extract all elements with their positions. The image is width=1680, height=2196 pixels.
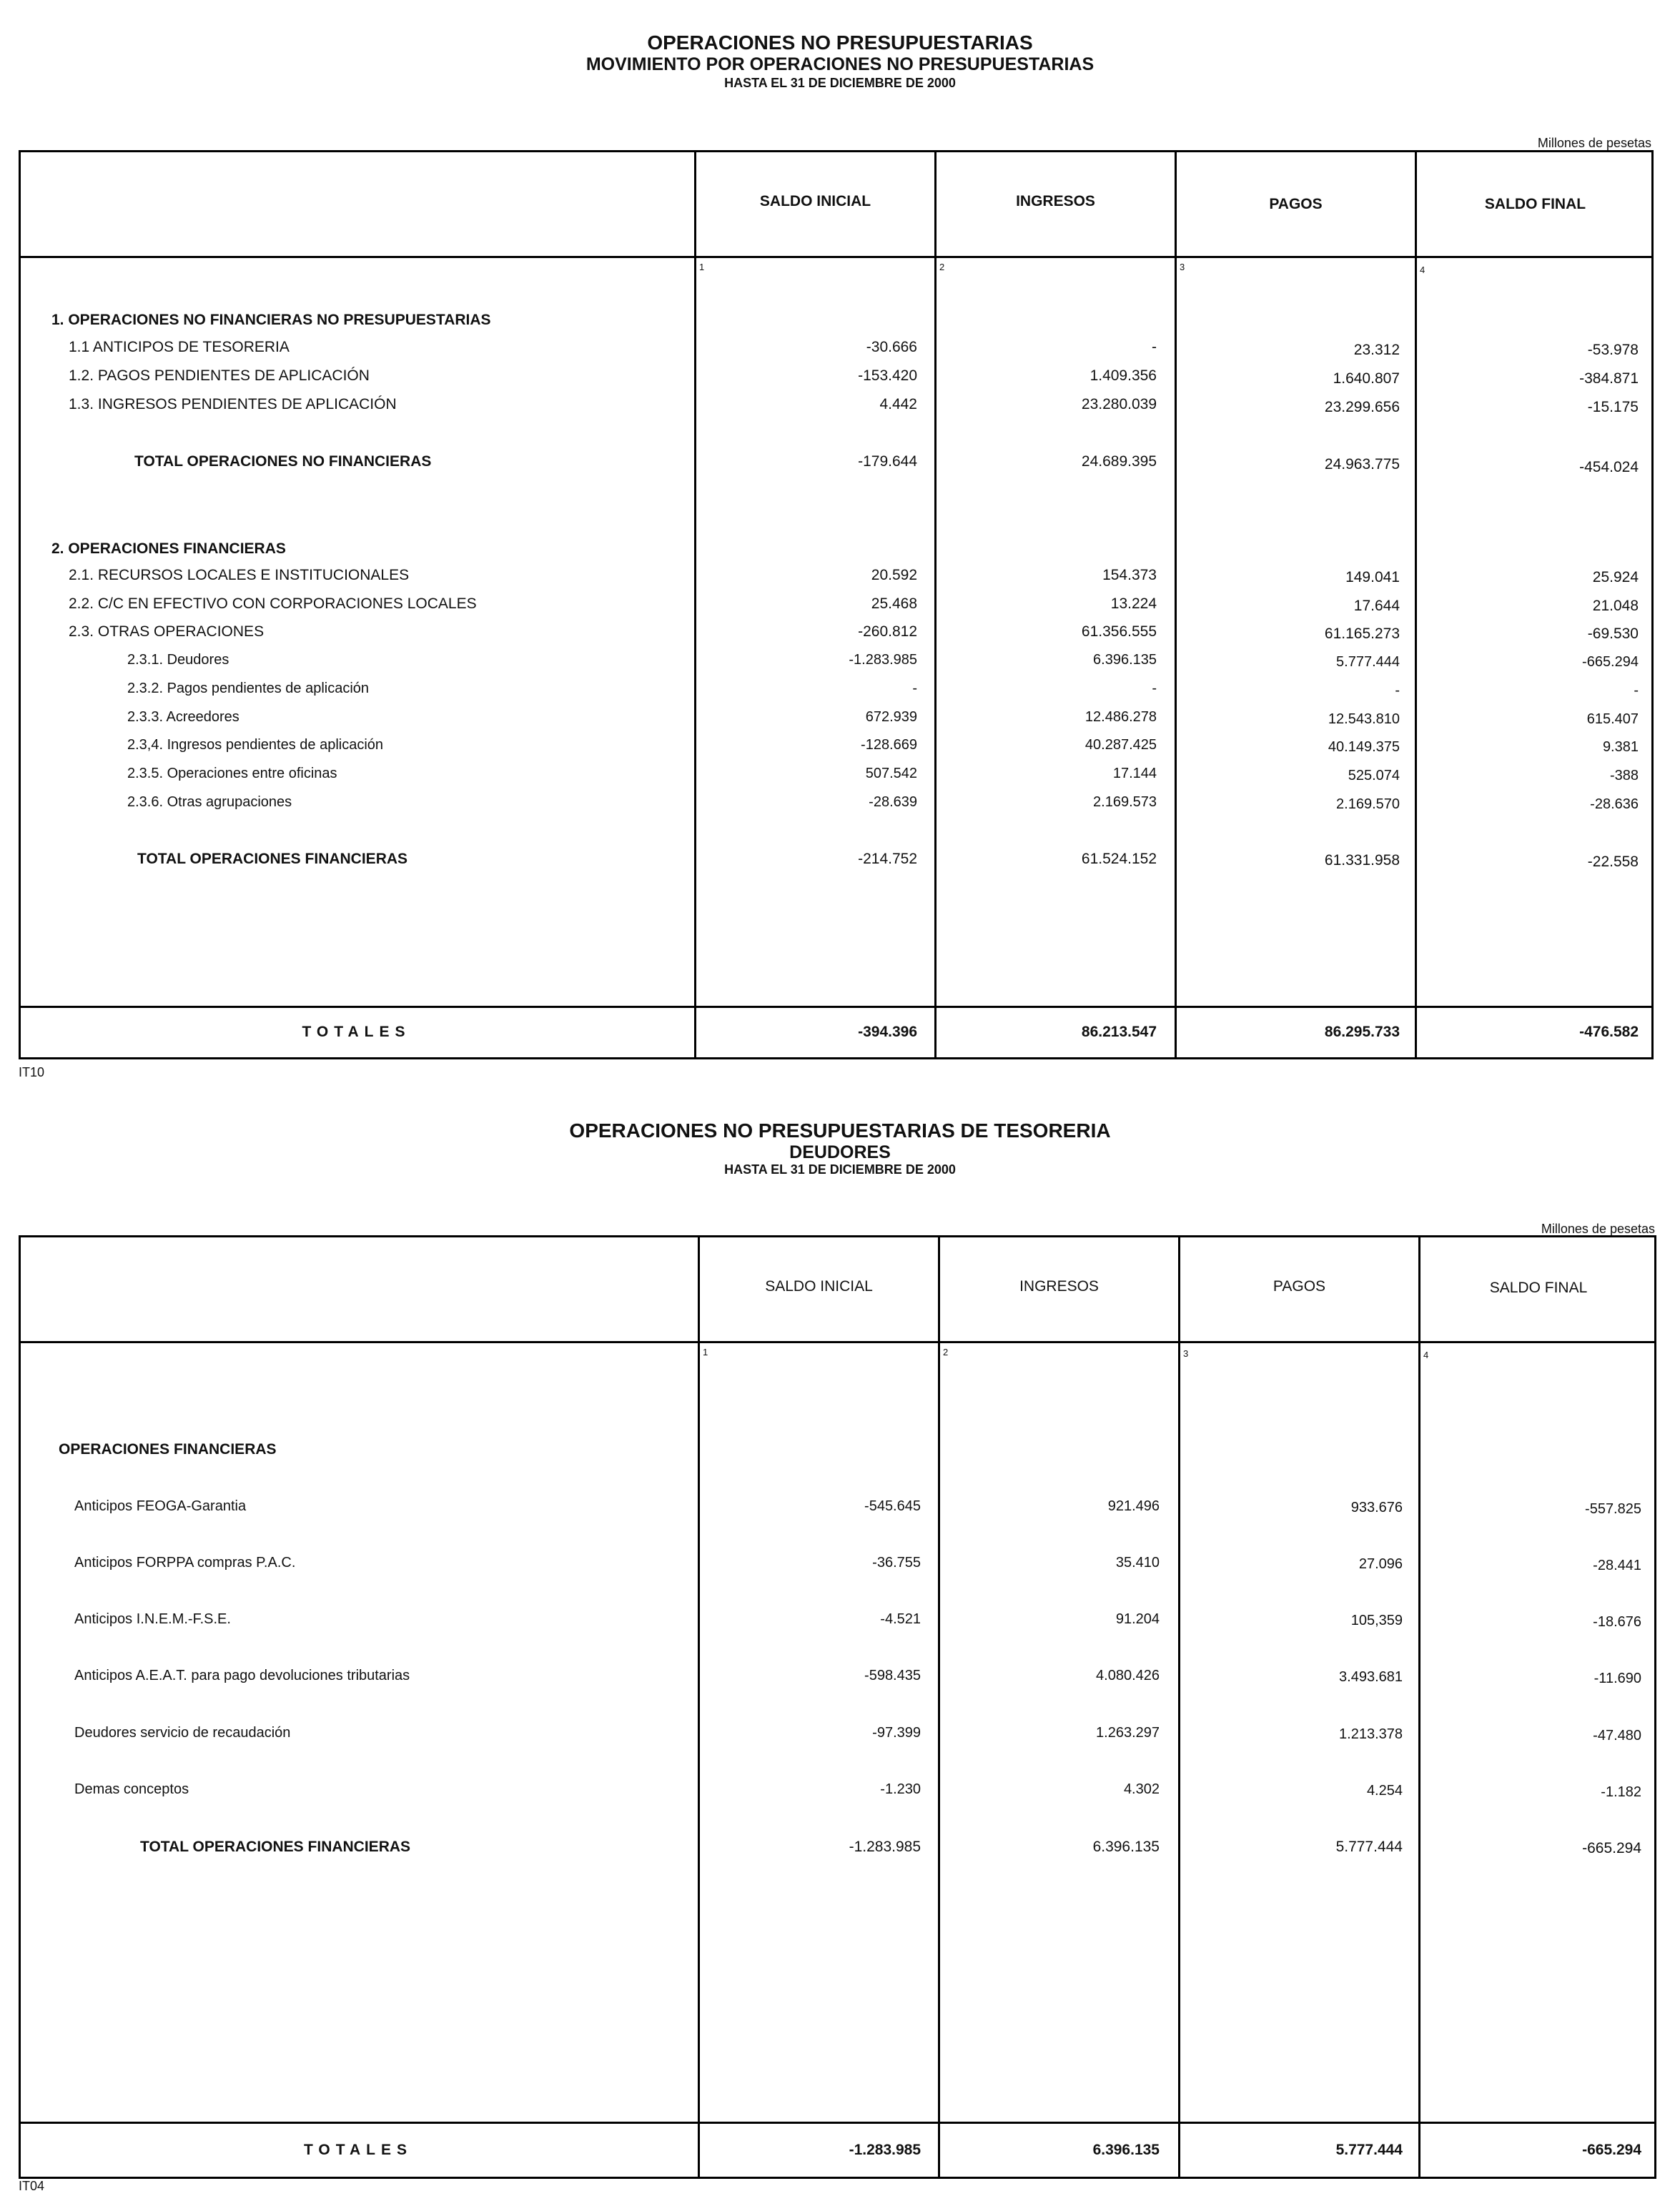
row-label: TOTAL OPERACIONES FINANCIERAS xyxy=(140,1839,411,1855)
row-pagos: 4.254 xyxy=(1366,1783,1403,1799)
row-label: TOTAL OPERACIONES NO FINANCIERAS xyxy=(134,453,432,470)
row-pagos: - xyxy=(1395,683,1400,698)
section2-row-total xyxy=(0,1839,1680,1860)
section2-row xyxy=(0,1781,1680,1803)
section1-row xyxy=(0,367,1680,389)
section2-row xyxy=(0,1441,1680,1463)
row-saldo-inicial: -260.812 xyxy=(858,623,917,640)
row-label: 2.2. C/C EN EFECTIVO CON CORPORACIONES LOCALES xyxy=(69,595,477,612)
section2-colnum-1: 1 xyxy=(703,1347,708,1357)
row-ingresos: 4.302 xyxy=(1123,1781,1160,1797)
row-label: 2.3.5. Operaciones entre oficinas xyxy=(127,766,337,781)
row-pagos: 27.096 xyxy=(1358,1556,1403,1572)
section2-colnum-3: 3 xyxy=(1183,1348,1189,1359)
section1-row xyxy=(0,312,1680,333)
section2-date: HASTA EL 31 DE DICIEMBRE DE 2000 xyxy=(724,1162,956,1177)
section2-row xyxy=(0,1611,1680,1633)
section2-row xyxy=(0,1668,1680,1689)
row-ingresos: - xyxy=(1152,339,1157,355)
row-label: TOTAL OPERACIONES FINANCIERAS xyxy=(137,851,408,867)
row-saldo-inicial: 672.939 xyxy=(865,709,917,725)
row-pagos: 17.644 xyxy=(1353,598,1400,614)
row-pagos: 24.963.775 xyxy=(1324,456,1400,473)
section1-col-ingresos: INGRESOS xyxy=(1016,193,1095,209)
section2-header-divider xyxy=(19,1341,1656,1343)
row-label: 2. OPERACIONES FINANCIERAS xyxy=(51,540,286,557)
section1-row xyxy=(0,709,1680,731)
section1-colnum-2: 2 xyxy=(939,262,945,272)
row-label: OPERACIONES FINANCIERAS xyxy=(59,1441,277,1458)
row-label: Anticipos I.N.E.M.-F.S.E. xyxy=(74,1611,231,1627)
row-saldo-final: -665.294 xyxy=(1582,654,1639,670)
row-saldo-final: -28.636 xyxy=(1590,796,1639,812)
row-saldo-final: -11.690 xyxy=(1593,1671,1641,1686)
row-saldo-final: -665.294 xyxy=(1582,1840,1641,1856)
row-saldo-inicial: -1.230 xyxy=(880,1781,921,1797)
section2-row xyxy=(0,1725,1680,1746)
totals-saldo-final: -476.582 xyxy=(1579,1024,1639,1040)
section1-totals-row xyxy=(0,1024,1680,1045)
totals-saldo-inicial: -394.396 xyxy=(858,1024,917,1040)
row-saldo-final: -28.441 xyxy=(1593,1558,1641,1573)
section2-colnum-2: 2 xyxy=(943,1347,949,1357)
row-label: 1. OPERACIONES NO FINANCIERAS NO PRESUPUESTARIAS xyxy=(51,312,491,328)
row-pagos: 61.165.273 xyxy=(1324,625,1400,642)
section1-header-divider xyxy=(19,256,1654,258)
section2-col-divider-3 xyxy=(1178,1235,1180,2179)
row-label: Anticipos FEOGA-Garantia xyxy=(74,1498,247,1514)
row-label: 2.3.2. Pagos pendientes de aplicación xyxy=(127,681,370,696)
row-saldo-final: -557.825 xyxy=(1585,1501,1641,1517)
row-pagos: 5.777.444 xyxy=(1336,654,1400,670)
row-saldo-inicial: -36.755 xyxy=(872,1555,921,1571)
row-saldo-final: 615.407 xyxy=(1586,711,1639,727)
row-ingresos: 4.080.426 xyxy=(1096,1668,1160,1683)
row-saldo-inicial: 25.468 xyxy=(871,595,917,612)
row-label: 1.2. PAGOS PENDIENTES DE APLICACIÓN xyxy=(69,367,370,384)
section1-subtitle: MOVIMIENTO POR OPERACIONES NO PRESUPUESTARIAS xyxy=(585,54,1095,74)
row-saldo-inicial: -214.752 xyxy=(858,851,917,867)
section2-col-saldo-inicial: SALDO INICIAL xyxy=(765,1278,873,1295)
row-ingresos: 154.373 xyxy=(1102,567,1157,583)
row-saldo-final: -53.978 xyxy=(1587,342,1639,358)
section2-col-divider-2 xyxy=(938,1235,940,2179)
row-label: 2.3.6. Otras agrupaciones xyxy=(127,794,292,810)
row-pagos: 933.676 xyxy=(1350,1500,1403,1515)
section1-code: IT10 xyxy=(19,1065,45,1079)
row-saldo-final: -15.175 xyxy=(1587,399,1639,415)
section2-col-ingresos: INGRESOS xyxy=(1019,1278,1099,1295)
section1-col-saldo-final: SALDO FINAL xyxy=(1484,196,1586,212)
row-saldo-final: - xyxy=(1634,683,1639,698)
row-pagos: 12.543.810 xyxy=(1328,711,1400,727)
section1-totals-divider xyxy=(19,1006,1654,1008)
row-ingresos: 12.486.278 xyxy=(1084,709,1157,725)
row-saldo-final: -69.530 xyxy=(1587,625,1639,642)
section1-row xyxy=(0,595,1680,617)
row-saldo-inicial: -30.666 xyxy=(866,339,917,355)
section1-row-total xyxy=(0,851,1680,872)
section1-row xyxy=(0,794,1680,816)
row-pagos: 149.041 xyxy=(1345,569,1400,585)
row-ingresos: 17.144 xyxy=(1112,766,1157,781)
section1-row xyxy=(0,567,1680,588)
row-pagos: 23.299.656 xyxy=(1324,399,1400,415)
totals-saldo-inicial: -1.283.985 xyxy=(849,2142,921,2158)
section2-title: OPERACIONES NO PRESUPUESTARIAS DE TESORERIA xyxy=(569,1119,1111,1142)
row-ingresos: 2.169.573 xyxy=(1093,794,1157,810)
row-saldo-inicial: -28.639 xyxy=(869,794,917,810)
section1-row xyxy=(0,339,1680,360)
totals-saldo-final: -665.294 xyxy=(1582,2142,1641,2158)
section1-col-saldo-inicial: SALDO INICIAL xyxy=(759,193,871,209)
row-label: Anticipos A.E.A.T. para pago devoluciones tributarias xyxy=(74,1668,410,1683)
section1-totals-label: TOTALES xyxy=(302,1024,411,1040)
row-saldo-inicial: -4.521 xyxy=(880,1611,921,1627)
row-ingresos: - xyxy=(1152,681,1157,696)
section2-subtitle: DEUDORES xyxy=(789,1142,891,1162)
row-pagos: 105,359 xyxy=(1350,1613,1403,1628)
row-pagos: 2.169.570 xyxy=(1336,796,1400,812)
row-saldo-final: -388 xyxy=(1609,768,1639,783)
row-ingresos: 1.263.297 xyxy=(1096,1725,1160,1741)
row-pagos: 1.213.378 xyxy=(1339,1726,1403,1742)
row-label: 2.3.3. Acreedores xyxy=(127,709,239,725)
row-saldo-inicial: 20.592 xyxy=(871,567,917,583)
row-ingresos: 23.280.039 xyxy=(1081,396,1157,412)
section1-col-pagos: PAGOS xyxy=(1269,196,1323,212)
row-saldo-final: 9.381 xyxy=(1602,739,1639,755)
section1-row xyxy=(0,766,1680,787)
section1-colnum-3: 3 xyxy=(1180,262,1185,272)
section2-col-pagos: PAGOS xyxy=(1273,1278,1326,1295)
section1-row xyxy=(0,540,1680,562)
section1-units: Millones de pesetas xyxy=(1537,136,1651,150)
section1-date: HASTA EL 31 DE DICIEMBRE DE 2000 xyxy=(724,76,956,90)
section2-totals-label: TOTALES xyxy=(303,2142,413,2158)
section1-row xyxy=(0,652,1680,673)
row-label: 2.3,4. Ingresos pendientes de aplicación xyxy=(127,737,384,753)
section1-colnum-1: 1 xyxy=(699,262,705,272)
section2-col-saldo-final: SALDO FINAL xyxy=(1489,1280,1588,1296)
row-label: Deudores servicio de recaudación xyxy=(74,1725,291,1741)
section1-row xyxy=(0,396,1680,417)
section2-table-frame xyxy=(19,1235,1656,2179)
section2-code: IT04 xyxy=(19,2179,45,2193)
row-pagos: 5.777.444 xyxy=(1335,1839,1403,1855)
row-pagos: 23.312 xyxy=(1353,342,1400,358)
row-label: 2.1. RECURSOS LOCALES E INSTITUCIONALES xyxy=(69,567,410,583)
row-label: Demas conceptos xyxy=(74,1781,189,1797)
row-saldo-inicial: -545.645 xyxy=(864,1498,921,1514)
totals-ingresos: 86.213.547 xyxy=(1081,1024,1157,1040)
row-saldo-inicial: 507.542 xyxy=(865,766,917,781)
row-saldo-final: 25.924 xyxy=(1592,569,1639,585)
section2-colnum-4: 4 xyxy=(1423,1350,1429,1360)
row-saldo-final: -384.871 xyxy=(1579,370,1639,387)
totals-pagos: 86.295.733 xyxy=(1324,1024,1400,1040)
section1-row xyxy=(0,623,1680,645)
totals-ingresos: 6.396.135 xyxy=(1092,2142,1160,2158)
row-saldo-inicial: -97.399 xyxy=(872,1725,921,1741)
row-ingresos: 1.409.356 xyxy=(1089,367,1157,384)
row-pagos: 525.074 xyxy=(1348,768,1400,783)
row-saldo-inicial: -1.283.985 xyxy=(849,1839,921,1855)
row-ingresos: 61.524.152 xyxy=(1081,851,1157,867)
section1-title: OPERACIONES NO PRESUPUESTARIAS xyxy=(647,31,1033,54)
section1-row-total xyxy=(0,453,1680,475)
row-saldo-inicial: -179.644 xyxy=(858,453,917,470)
row-saldo-inicial: -128.669 xyxy=(861,737,917,753)
row-saldo-final: -47.480 xyxy=(1593,1728,1641,1744)
row-ingresos: 91.204 xyxy=(1115,1611,1160,1627)
row-label: Anticipos FORPPA compras P.A.C. xyxy=(74,1555,296,1571)
row-pagos: 40.149.375 xyxy=(1328,739,1400,755)
row-saldo-inicial: - xyxy=(912,681,917,696)
row-saldo-final: -1.182 xyxy=(1601,1784,1641,1800)
row-saldo-final: -22.558 xyxy=(1587,854,1639,870)
section2-units: Millones de pesetas xyxy=(1541,1222,1655,1236)
section2-totals-divider xyxy=(19,2122,1656,2124)
row-ingresos: 40.287.425 xyxy=(1084,737,1157,753)
row-label: 1.3. INGRESOS PENDIENTES DE APLICACIÓN xyxy=(69,396,397,412)
row-ingresos: 35.410 xyxy=(1115,1555,1160,1571)
section1-row xyxy=(0,681,1680,702)
row-pagos: 61.331.958 xyxy=(1324,852,1400,869)
section2-col-divider-4 xyxy=(1418,1235,1420,2179)
row-saldo-inicial: -1.283.985 xyxy=(849,652,917,668)
section2-totals-row xyxy=(0,2142,1680,2163)
row-ingresos: 921.496 xyxy=(1107,1498,1160,1514)
totals-pagos: 5.777.444 xyxy=(1335,2142,1403,2158)
section2-row xyxy=(0,1498,1680,1520)
section2-row xyxy=(0,1555,1680,1576)
row-ingresos: 13.224 xyxy=(1110,595,1157,612)
row-saldo-final: 21.048 xyxy=(1592,598,1639,614)
row-label: 2.3.1. Deudores xyxy=(127,652,229,668)
row-ingresos: 24.689.395 xyxy=(1081,453,1157,470)
row-label: 1.1 ANTICIPOS DE TESORERIA xyxy=(69,339,290,355)
row-ingresos: 6.396.135 xyxy=(1092,1839,1160,1855)
row-pagos: 3.493.681 xyxy=(1339,1669,1403,1685)
row-label: 2.3. OTRAS OPERACIONES xyxy=(69,623,265,640)
row-ingresos: 61.356.555 xyxy=(1081,623,1157,640)
section1-row xyxy=(0,737,1680,758)
section2-col-divider-1 xyxy=(698,1235,700,2179)
row-saldo-inicial: 4.442 xyxy=(879,396,917,412)
row-saldo-final: -454.024 xyxy=(1579,459,1639,475)
row-saldo-final: -18.676 xyxy=(1593,1614,1641,1630)
row-saldo-inicial: -153.420 xyxy=(858,367,917,384)
row-pagos: 1.640.807 xyxy=(1333,370,1400,387)
row-ingresos: 6.396.135 xyxy=(1093,652,1157,668)
row-saldo-inicial: -598.435 xyxy=(864,1668,921,1683)
section1-colnum-4: 4 xyxy=(1420,264,1425,275)
